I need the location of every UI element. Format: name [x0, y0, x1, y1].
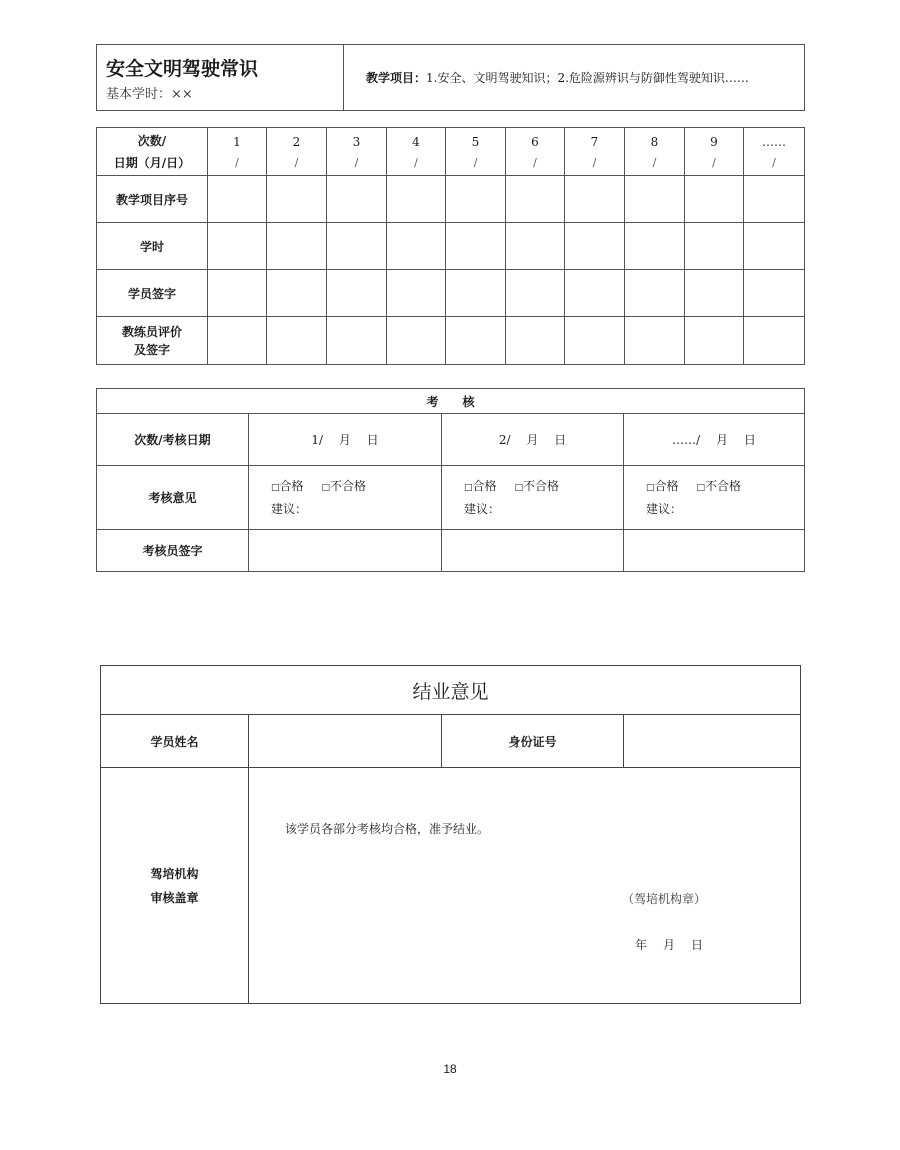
assess-opinion-label: 考核意见 — [97, 466, 249, 530]
assessment-title: 考 核 — [97, 389, 805, 414]
assessor-sign-2[interactable] — [442, 530, 624, 572]
session-col: 8 / — [625, 128, 685, 176]
entry-cell[interactable] — [685, 176, 744, 223]
assessor-sign-3[interactable] — [624, 530, 805, 572]
course-title-cell — [97, 45, 344, 111]
course-header — [96, 44, 805, 111]
table-row — [101, 715, 801, 768]
completion-date: 年 月 日 — [634, 938, 703, 952]
entry-cell[interactable] — [506, 176, 565, 223]
student-name-field[interactable] — [249, 715, 442, 768]
row-label-coach-eval: 教练员评价 及签字 — [97, 317, 208, 365]
teaching-projects-value: 1.安全、文明驾驶知识；2.危险源辨识与防御性驾驶知识…… — [426, 71, 749, 85]
entry-cell[interactable] — [208, 176, 267, 223]
session-col: 7 / — [565, 128, 625, 176]
entry-cell[interactable] — [446, 317, 506, 365]
course-title: 安全文明驾驶常识 — [106, 57, 259, 80]
entry-cell[interactable] — [744, 270, 805, 317]
entry-cell[interactable] — [387, 317, 446, 365]
assess-date-3[interactable]: ……/ 月 日 — [624, 414, 805, 466]
entry-cell[interactable] — [625, 317, 685, 365]
table-row — [97, 317, 805, 365]
completion-statement: 该学员各部分考核均合格，准予结业。 — [285, 822, 490, 836]
row-label-project-no: 教学项目序号 — [97, 176, 208, 223]
entry-cell[interactable] — [387, 223, 446, 270]
table-row — [97, 223, 805, 270]
teaching-projects — [344, 45, 805, 111]
entry-cell[interactable] — [565, 270, 625, 317]
session-col: 4 / — [387, 128, 446, 176]
entry-cell[interactable] — [267, 270, 327, 317]
table-row — [97, 270, 805, 317]
entry-cell[interactable] — [685, 223, 744, 270]
assessor-sign-1[interactable] — [249, 530, 442, 572]
entry-cell[interactable] — [327, 223, 387, 270]
entry-cell[interactable] — [267, 223, 327, 270]
fail-checkbox[interactable]: □ — [321, 482, 331, 493]
entry-cell[interactable] — [565, 317, 625, 365]
session-col: 1 / — [208, 128, 267, 176]
entry-cell[interactable] — [744, 223, 805, 270]
entry-cell[interactable] — [387, 176, 446, 223]
row-label-hours: 学时 — [97, 223, 208, 270]
session-col: 6 / — [506, 128, 565, 176]
fail-checkbox[interactable]: □ — [514, 482, 524, 493]
session-record-table — [96, 127, 805, 365]
org-seal-placeholder: （驾培机构章） — [622, 892, 707, 906]
entry-cell[interactable] — [387, 270, 446, 317]
page-number: 18 — [443, 1062, 457, 1076]
corner-line-1: 次数/ — [137, 133, 167, 148]
entry-cell[interactable] — [208, 270, 267, 317]
entry-cell[interactable] — [327, 317, 387, 365]
table-row — [97, 176, 805, 223]
session-col: 3 / — [327, 128, 387, 176]
pass-checkbox[interactable]: □ — [464, 482, 473, 493]
entry-cell[interactable] — [506, 223, 565, 270]
completion-table — [100, 665, 801, 1004]
entry-cell[interactable] — [625, 270, 685, 317]
assess-opinion-2: □合格 □不合格 建议： — [442, 466, 624, 530]
session-col: …… / — [744, 128, 805, 176]
table-row — [101, 768, 801, 1004]
table-row — [97, 530, 805, 572]
entry-cell[interactable] — [208, 317, 267, 365]
suggestion-label: 建议： — [464, 501, 501, 516]
student-name-label: 学员姓名 — [101, 715, 249, 768]
id-number-label: 身份证号 — [442, 715, 624, 768]
entry-cell[interactable] — [744, 317, 805, 365]
entry-cell[interactable] — [565, 223, 625, 270]
table-row — [97, 414, 805, 466]
entry-cell[interactable] — [446, 270, 506, 317]
completion-title: 结业意见 — [101, 666, 801, 715]
entry-cell[interactable] — [327, 176, 387, 223]
suggestion-label: 建议： — [271, 501, 308, 516]
teaching-projects-label: 教学项目： — [366, 71, 427, 85]
assess-date-1[interactable]: 1/ 月 日 — [249, 414, 442, 466]
row-label-student-sign: 学员签字 — [97, 270, 208, 317]
entry-cell[interactable] — [208, 223, 267, 270]
pass-checkbox[interactable]: □ — [646, 482, 655, 493]
fail-checkbox[interactable]: □ — [696, 482, 706, 493]
assessment-table — [96, 388, 805, 572]
session-col: 2 / — [267, 128, 327, 176]
entry-cell[interactable] — [506, 270, 565, 317]
entry-cell[interactable] — [685, 317, 744, 365]
pass-checkbox[interactable]: □ — [271, 482, 280, 493]
assess-date-label: 次数/考核日期 — [97, 414, 249, 466]
corner-line-2: 日期（月/日） — [113, 155, 191, 170]
entry-cell[interactable] — [267, 317, 327, 365]
entry-cell[interactable] — [625, 223, 685, 270]
session-col: 9 / — [685, 128, 744, 176]
entry-cell[interactable] — [744, 176, 805, 223]
entry-cell[interactable] — [565, 176, 625, 223]
table-row — [97, 466, 805, 530]
entry-cell[interactable] — [625, 176, 685, 223]
id-number-field[interactable] — [624, 715, 801, 768]
suggestion-label: 建议： — [646, 501, 683, 516]
session-header-row — [97, 128, 805, 176]
assessor-sign-label: 考核员签字 — [97, 530, 249, 572]
session-col: 5 / — [446, 128, 506, 176]
entry-cell[interactable] — [267, 176, 327, 223]
entry-cell[interactable] — [446, 223, 506, 270]
entry-cell[interactable] — [506, 317, 565, 365]
session-corner-cell — [97, 128, 208, 176]
entry-cell[interactable] — [685, 270, 744, 317]
org-review-label: 驾培机构 审核盖章 — [101, 768, 249, 1004]
basic-hours: 基本学时：×× — [106, 86, 193, 102]
assess-opinion-1: □合格 □不合格 建议： — [249, 466, 442, 530]
entry-cell[interactable] — [327, 270, 387, 317]
assess-opinion-3: □合格 □不合格 建议： — [624, 466, 805, 530]
completion-body — [249, 768, 801, 1004]
entry-cell[interactable] — [446, 176, 506, 223]
assess-date-2[interactable]: 2/ 月 日 — [442, 414, 624, 466]
